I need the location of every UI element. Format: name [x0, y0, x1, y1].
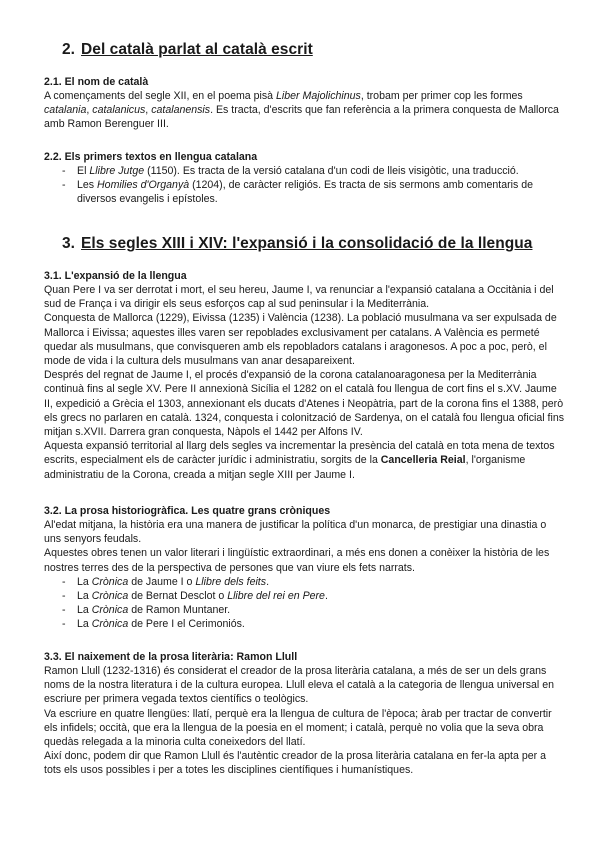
- section-2-number: 2.: [62, 41, 76, 58]
- list-item: [44, 589, 564, 603]
- text-run: Aquesta expansió territorial al llarg dels segles va incrementar la presència del català en tota mena de textos escrits, especialment els de caràcter jurídic i administratiu, sorgits de la: [44, 440, 555, 467]
- text-run: ,: [86, 104, 93, 117]
- italic-text: Homilies d'Organyà: [97, 179, 190, 192]
- subsection-3-1-title: 3.1. L'expansió de la llengua: [44, 270, 187, 282]
- italic-text: Llibre del rei en Pere: [227, 590, 325, 603]
- text-run: Així donc, podem dir que Ramon Llull és l'autèntic creador de la prosa literària catalana en fer-la apta per a tots els usos possibles i per a totes les disciplines científiques i humanístiques.: [44, 750, 546, 777]
- italic-text: catalania: [44, 104, 87, 117]
- text-run: La: [77, 575, 92, 588]
- subsection-2-1-title: 2.1. El nom de català: [44, 76, 149, 88]
- italic-text: Llibre dels feits: [195, 575, 267, 588]
- text-run: , l'organisme administratiu de la Corona, creada a mitjan segle XIII per Jaume I.: [44, 454, 526, 481]
- text-run: Després del regnat de Jaume I, el procés d'expansió de la corona catalanoaragonesa per la Mediterrània continuà fins al segle XV. Pere II annexionà Sicília el 1282 on el català fou llengua de cort fins el s.XV. Jaume II, expedició a Grècia el 1303, annexionant els ducats d'Atenes i Neopàtria, part de la corona fins el 1388, però els grecs no parlaren en català. 1324, conquesta i colonització de Sardenya, on el català fou llengua oficial fins mitjan s.XVII. Darrera gran conquesta, Nàpols el 1442 per Alfons IV.: [44, 369, 565, 439]
- italic-text: Crònica: [91, 590, 129, 603]
- paragraph: [44, 283, 564, 311]
- subsection-2-1-text: [44, 89, 564, 132]
- paragraph: [44, 311, 564, 368]
- text-run: . Es tracta, d'escrits que fan referència a la primera conquesta de Mallorca amb Ramon Berenguer III.: [44, 104, 559, 131]
- italic-text: Crònica: [91, 604, 129, 617]
- text-run: La: [77, 618, 92, 631]
- subsection-2-1: [44, 75, 564, 132]
- text-run: La: [77, 590, 92, 603]
- paragraph: [44, 664, 564, 707]
- subsection-2-2: [44, 150, 564, 207]
- text-run: Les: [77, 179, 98, 192]
- paragraph: [44, 546, 564, 574]
- text-run: Al'edat mitjana, la història era una manera de justificar la política d'un monarca, de prestigiar una dinastia o uns senyors feudals.: [44, 519, 547, 546]
- list-item: [44, 575, 564, 589]
- paragraph: [44, 368, 564, 439]
- text-run: de Ramon Muntaner.: [128, 604, 231, 617]
- italic-text: catalanensis: [151, 104, 211, 117]
- chronicles-list: [44, 575, 564, 632]
- paragraph: [44, 707, 564, 750]
- list-item: [44, 164, 564, 178]
- text-run: ,: [145, 104, 152, 117]
- text-run: de Jaume I o: [128, 575, 196, 588]
- text-run: Aquestes obres tenen un valor literari i lingüístic extraordinari, a més ens donen a conèixer la història de les nostres terres des de la perspectiva de persones que van viure els fets narrats.: [44, 547, 550, 574]
- subsection-3-3: [44, 650, 564, 778]
- text-run: Conquesta de Mallorca (1229), Eivissa (1235) i València (1238). La població musulmana va ser expulsada de Mallorca i Eivissa; aquestes illes varen ser repoblades exclusivament per catalans. A València es permeté quedar als musulmans, que convisqueren amb els repobladors catalans i aragonesos. A poc a poc, però, el mode de vida i la cultura dels musulmans van anar desapareixent.: [44, 312, 557, 368]
- italic-text: Liber Majolichinus: [276, 90, 361, 102]
- text-run: Ramon Llull (1232-1316) és considerat el creador de la prosa literària catalana, a més de ser un dels grans noms de la nostra literatura i de la cultura europea. Llull eleva el català a la categoria de llengua universal en escriure per primera vegada textos científics o teològics.: [44, 665, 554, 706]
- bold-text: Cancelleria Reial: [380, 454, 466, 467]
- section-2-title: Del català parlat al català escrit: [81, 41, 313, 58]
- subsection-3-2-title: 3.2. La prosa historiogràfica. Les quatre grans cròniques: [44, 505, 331, 517]
- paragraph: [44, 518, 564, 546]
- text-run: de Bernat Desclot o: [128, 590, 228, 603]
- text-run: , trobam per primer cop les formes: [360, 90, 523, 102]
- paragraph: [44, 749, 564, 777]
- italic-text: Crònica: [91, 618, 129, 631]
- italic-text: Crònica: [91, 575, 129, 588]
- section-3-number: 3.: [62, 235, 76, 252]
- text-run: de Pere I el Cerimoniós.: [128, 618, 245, 631]
- section-2-heading: [62, 41, 313, 59]
- text-run: (1204), de caràcter religiós. Es tracta de sis sermons amb comentaris de diversos evangelis i epístoles.: [77, 179, 533, 206]
- subsection-3-3-title: 3.3. El naixement de la prosa literària: Ramon Llull: [44, 651, 298, 663]
- italic-text: Llibre Jutge: [89, 165, 145, 177]
- section-3-title: Els segles XIII i XIV: l'expansió i la consolidació de la llengua: [81, 235, 533, 252]
- text-run: El: [77, 165, 90, 177]
- subsection-3-1: [44, 269, 564, 482]
- text-run: La: [77, 604, 92, 617]
- text-run: (1150). Es tracta de la versió catalana d'un codi de lleis visigòtic, una traducció.: [144, 165, 519, 177]
- text-run: Quan Pere I va ser derrotat i mort, el seu hereu, Jaume I, va renunciar a l'expansió catalana a Occitània i del sud de França i va dirigir els seus esforços cap al sud peninsular i la Mediterrània.: [44, 284, 554, 311]
- subsection-3-2: [44, 504, 564, 632]
- text-run: .: [266, 575, 270, 588]
- text-run: .: [324, 590, 328, 603]
- text-run: A començaments del segle XII, en el poema pisà: [44, 90, 277, 102]
- subsection-2-2-title: 2.2. Els primers textos en llengua catalana: [44, 151, 258, 163]
- subsection-2-2-list: [44, 164, 564, 207]
- list-item: [44, 617, 564, 631]
- italic-text: catalanicus: [92, 104, 146, 117]
- paragraph: [44, 439, 564, 482]
- list-item: [44, 178, 564, 206]
- section-3-heading: [62, 235, 532, 253]
- list-item: [44, 603, 564, 617]
- text-run: Va escriure en quatre llengües: llatí, perquè era la llengua de cultura de l'època; àrab per tractar de convertir els infidels; occità, que era la llengua de la poesia en el moment; i català, perquè no volia que la seva obra quedàs relegada a la minoria culta coneixedors del llatí.: [44, 707, 552, 749]
